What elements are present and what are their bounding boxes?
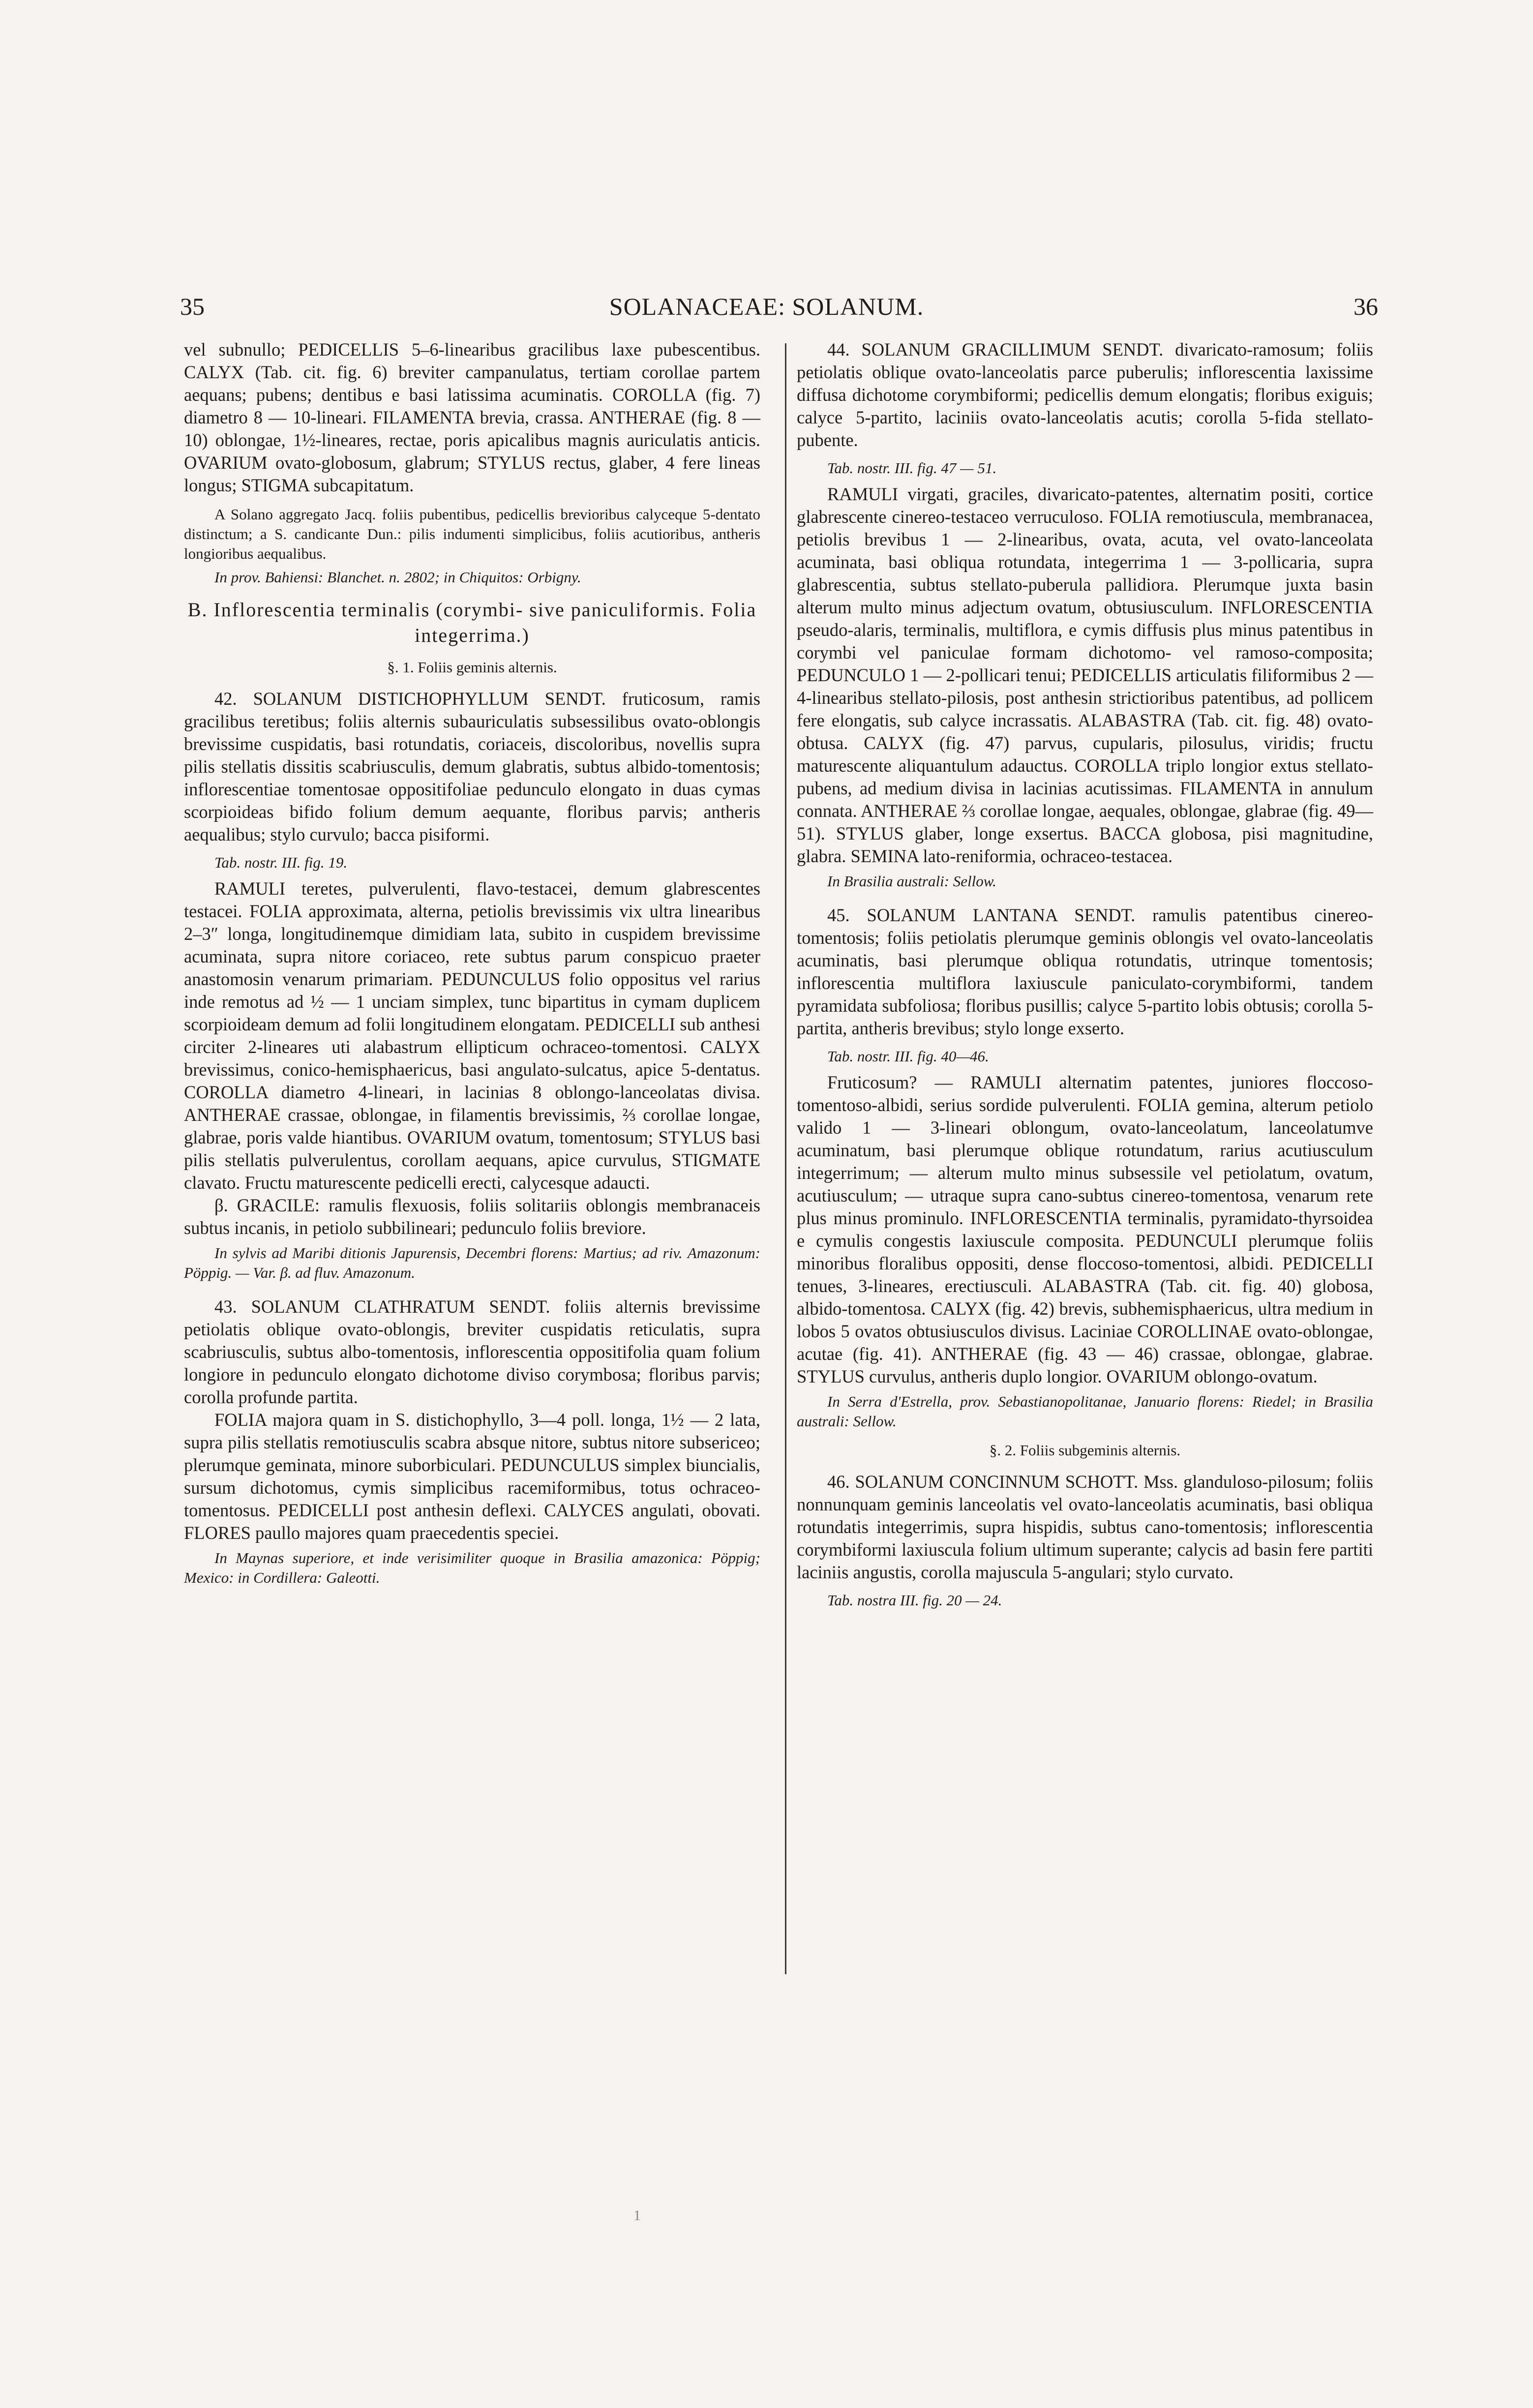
paragraph: FOLIA majora quam in S. distichophyllo, 3—4 poll. longa, 1½ — 2 lata, supra pilis stellatis remotiusculis scabra absque nitore, subtus nitore subsericeo; plerumque geminata, minore suborbiculari. PEDUNCULUS simplex biuncialis, sursum dichotomus, cymis simplicibus racemiformibus, totus ochraceo-tomentosus. PEDICELLI post anthesin deflexi. CALYCES angulati, obovati. FLORES paullo majores quam praecedentis speciei.: [184, 1410, 760, 1543]
paragraph: 44. SOLANUM GRACILLIMUM SENDT. divaricato-ramosum; foliis petiolatis oblique ovato-lanceolatis parce puberulis; inflorescentia laxissime diffusa dichotome corymbiformi; pedicellis demum elongatis; floribus exiguis; calyce 5-partito, laciniis ovato-lanceolatis acutis; corolla 5-fida stellato-pubente.: [797, 339, 1373, 450]
running-title: SOLANACEAE: SOLANUM.: [609, 293, 924, 320]
paragraph: vel subnullo; PEDICELLIS 5–6-linearibus gracilibus laxe pubescentibus. CALYX (Tab. cit. fig. 6) breviter campanulatus, tertiam corollae partem aequans; pubens; dentibus e basi latissima acuminatis. COROLLA (fig. 7) diametro 8 — 10-lineari. FILAMENTA brevia, crassa. ANTHERAE (fig. 8 — 10) oblongae, 1½-lineares, rectae, poris apicalibus magnis auriculatis anticis. OVARIUM ovato-globosum, glabrum; STYLUS rectus, glaber, 4 fere lineas longus; STIGMA subcapitatum.: [184, 339, 760, 495]
paragraph: 46. SOLANUM CONCINNUM SCHOTT. Mss. glanduloso-pilosum; foliis nonnunquam geminis lanceolatis vel ovato-lanceolatis acuminatis, basi obliqua rotundatis integerrimis, supra hispidis, subtus cano-tomentosis; inflorescentia corymbiformi laxiuscula folium ultimum superante; calycis ad basin fere partiti laciniis angustis, corolla majuscula 5-angulari; stylo curvato.: [797, 1472, 1373, 1582]
paragraph: §. 1. Foliis geminis alternis.: [387, 659, 557, 676]
page-number-right: 36: [1353, 293, 1378, 320]
paragraph: 45. SOLANUM LANTANA SENDT. ramulis patentibus cinereo-tomentosis; foliis petiolatis plerumque geminis oblongis vel ovato-lanceolatis acuminatis, basi plerumque obliqua rotundatis, utrinque tomentosis; inflorescentia multiflora laxiuscule paniculato-corymbiformi, tandem pyramidata subfoliosa; floribus pusillis; calyce 5-partito lobis obtusis; corolla 5-partita, antheris brevibus; stylo longe exserto.: [797, 905, 1373, 1038]
paragraph: In Serra d'Estrella, prov. Sebastianopolitanae, Januario florens: Riedel; in Brasilia australi: Sellow.: [797, 1393, 1373, 1430]
paragraph: B. Inflorescentia terminalis (corymbi- sive paniculiformis. Folia integerrima.): [187, 599, 757, 646]
paragraph: 42. SOLANUM DISTICHOPHYLLUM SENDT. fruticosum, ramis gracilibus teretibus; foliis alternis subauriculatis subsessilibus ovato-oblongis brevissime cuspidatis, basi rotundatis, coriaceis, discoloribus, novellis supra pilis stellatis dissitis scabriusculis, demum glabratis, subtus albido-tomentosis; inflorescentiae tomentosae oppositifoliae pedunculo elongato in duas cymas scorpioideas bifido folium demum aequante, floribus parvis; antheris aequalibus; stylo curvulo; bacca pisiformi.: [184, 689, 760, 844]
paragraph: In sylvis ad Maribi ditionis Japurensis, Decembri florens: Martius; ad riv. Amazonum: Pöppig. — Var. β. ad fluv. Amazonum.: [184, 1244, 760, 1281]
page-number-left: 35: [180, 293, 205, 320]
right-column: [797, 338, 1373, 1615]
paragraph: Fruticosum? — RAMULI alternatim patentes, juniores floccoso-tomentoso-albidi, serius sordide pulverulenti. FOLIA gemina, alterum petiolo valido 1 — 3-lineari oblongum, ovato-lanceolatum, lanceolatumve acuminatum, basi plerumque oblique rotundatum, rarius acutiusculum integerrimum; — alterum multo minus subsessile vel petiolatum, ovatum, acutiusculum; — utraque supra cano-subtus cinereo-tomentosa, venarum rete plus minus prominulo. INFLORESCENTIA terminalis, pyramidato-thyrsoidea e cymulis congestis laxiuscule composita. PEDUNCULI plerumque foliis minoribus floralibus oppositi, dense floccoso-tomentosi, albidi. PEDICELLI tenues, 3-lineares, erectiusculi. ALABASTRA (Tab. cit. fig. 40) globosa, albido-tomentosa. CALYX (fig. 42) brevis, subhemisphaericus, ultra medium in lobos 5 ovatos obtusiusculos divisus. Laciniae COROLLINAE ovato-oblongae, acutae (fig. 41). ANTHERAE (fig. 43 — 46) crassae, oblongae, glabrae. STYLUS curvulus, antheris duplo longior. OVARIUM oblongo-ovatum.: [797, 1072, 1373, 1386]
paragraph: In Maynas superiore, et inde verisimiliter quoque in Brasilia amazonica: Pöppig; Mexico: in Cordillera: Galeotti.: [184, 1549, 760, 1586]
paragraph: 43. SOLANUM CLATHRATUM SENDT. foliis alternis brevissime petiolatis oblique ovato-oblongis, breviter cuspidatis reticulatis, supra scabriusculis, subtus albo-tomentosis, inflorescentia oppositifolia quam folium longiore in pedunculo elongato dichotome diviso corymbosa; floribus parvis; corolla profunde partita.: [184, 1296, 760, 1407]
footer-mark: 1: [633, 2207, 641, 2224]
paragraph: In prov. Bahiensi: Blanchet. n. 2802; in Chiquitos: Orbigny.: [214, 569, 581, 586]
paragraph: A Solano aggregato Jacq. foliis pubentibus, pedicellis brevioribus calyceque 5-dentato distinctum; a S. candicante Dun.: pilis indumenti simplicibus, foliis acutioribus, antheris longioribus aequalibus.: [184, 506, 760, 562]
paragraph: RAMULI virgati, graciles, divaricato-patentes, alternatim positi, cortice glabrescente cinereo-testaceo verruculoso. FOLIA remotiuscula, membranacea, petiolis brevibus 1 — 2-linearibus, ovata, acuta, vel ovato-lanceolata acuminata, basi obliqua rotundata, integerrima 1 — 3-pollicaria, supra glabrescentia, subtus stellato-puberula pallidiora. Plerumque juxta basin alterum multo minus adjectum ovatum, obtusiusculum. INFLORESCENTIA pseudo-alaris, terminalis, multiflora, e cymis diffusis plus minus patentibus in corymbi vel paniculae formam dichotomo- vel ramoso-composita; PEDUNCULO 1 — 2-pollicari tenui; PEDICELLIS articulatis filiformibus 2 — 4-linearibus stellato-pilosis, post anthesin strictioribus patentibus, ad pollicem fere elongatis, sub calyce incrassatis. ALABASTRA (Tab. cit. fig. 48) ovato-obtusa. CALYX (fig. 47) parvus, cupularis, pilosulus, viridis; fructu maturescente aliquantulum adauctus. COROLLA triplo longior extus stellato-pubens, ad medium divisa in lacinias acutissimas. FILAMENTA in annulum connata. ANTHERAE ⅔ corollae longae, aequales, oblongae, glabrae (fig. 49—51). STYLUS glaber, longe exsertus. BACCA globosa, pisi magnitudine, glabra. SEMINA lato-reniformia, ochraceo-testacea.: [797, 484, 1373, 866]
paragraph: In Brasilia australi: Sellow.: [827, 873, 996, 890]
paragraph: §. 2. Foliis subgeminis alternis.: [989, 1442, 1181, 1459]
paragraph: Tab. nostr. III. fig. 19.: [214, 854, 348, 871]
paragraph: Tab. nostr. III. fig. 40—46.: [827, 1048, 989, 1065]
paragraph: Tab. nostr. III. fig. 47 — 51.: [827, 459, 997, 477]
column-divider: [785, 343, 786, 1974]
paragraph: RAMULI teretes, pulverulenti, flavo-testacei, demum glabrescentes testacei. FOLIA approximata, alterna, petiolis brevissimis vix ultra linearibus 2–3″ longa, longitudinemque dimidiam lata, subito in cuspidem brevissime acuminata, supra nitore coriaceo, rete subtus parum conspicuo praeter anastomosin venarum primariam. PEDUNCULUS folio oppositus vel rarius inde remotus ad ½ — 1 unciam simplex, tunc bipartitus in cymam duplicem scorpioideam demum ad folii longitudinem elongatam. PEDICELLI sub anthesi circiter 2-lineares uti alabastrum ellipticum ochraceo-tomentosi. CALYX brevissimus, conico-hemisphaericus, basi angulato-sulcatus, apice 5-dentatus. COROLLA diametro 4-lineari, in lacinias 8 oblongo-lanceolatas divisa. ANTHERAE crassae, oblongae, in filamentis brevissimis, ⅔ corollae longae, glabrae, poris valde hiantibus. OVARIUM ovatum, tomentosum; STYLUS basi pilis stellatis pulverulentus, corollam aequans, apice curvulus, STIGMATE clavato. Fructu maturescente pedicelli erecti, calycesque adaucti.: [184, 878, 760, 1193]
paragraph: Tab. nostra III. fig. 20 — 24.: [827, 1592, 1002, 1609]
paragraph: β. GRACILE: ramulis flexuosis, foliis solitariis oblongis membranaceis subtus incanis, in petiolo subbilineari; pedunculo foliis breviore.: [184, 1195, 760, 1238]
left-column: [184, 338, 760, 1588]
